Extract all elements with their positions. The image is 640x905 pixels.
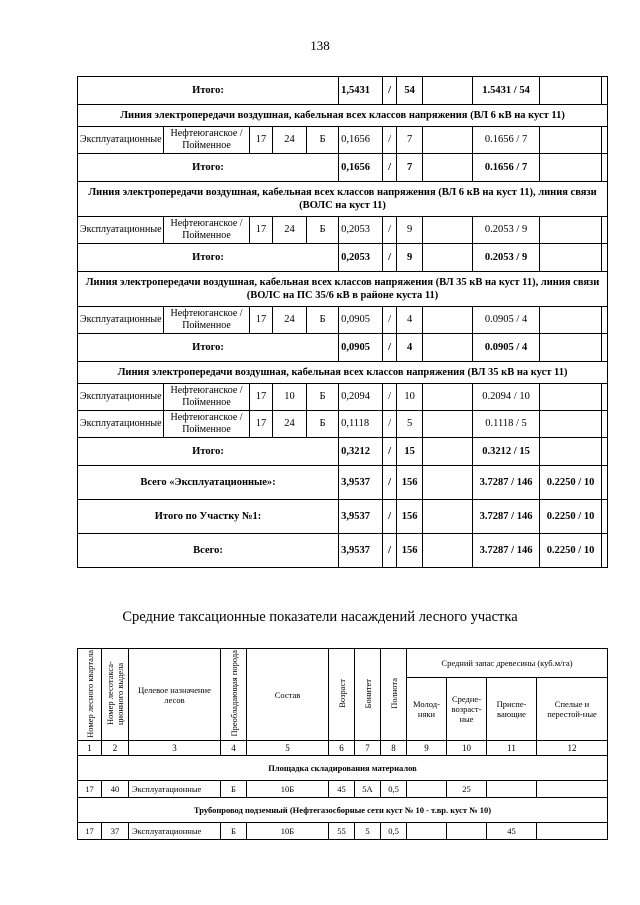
- total-exploitation: 0.1656 / 7: [473, 154, 540, 182]
- vydel-cell: 24: [273, 127, 307, 154]
- total-label: Всего «Эксплуатационные»:: [78, 466, 339, 500]
- total-area: 0,0905: [339, 334, 383, 362]
- data-row: [78, 217, 608, 244]
- purpose-cell: Эксплуатационные: [78, 384, 164, 411]
- data-cell: [537, 781, 608, 798]
- section-row: [78, 272, 608, 307]
- empty-cell: [540, 411, 602, 438]
- empty-cell: [602, 438, 608, 466]
- quarter-cell: 17: [250, 384, 273, 411]
- total-label: Итого:: [78, 77, 339, 105]
- header-stock-group: Средний запас древесины (куб.м/га): [407, 649, 608, 678]
- purpose-cell: Эксплуатационные: [78, 217, 164, 244]
- separator-cell: /: [383, 384, 397, 411]
- header-vydel: Номер лесотакса-ционного выдела: [102, 649, 129, 741]
- data-cell: 17: [78, 823, 102, 840]
- empty-cell: [602, 534, 608, 568]
- empty-cell: [540, 307, 602, 334]
- table-caption: Средние таксационные показатели насаждений лесного участка: [122, 609, 518, 625]
- category-cell: Б: [307, 307, 339, 334]
- exploitation-cell: 0.0905 / 4: [473, 307, 540, 334]
- empty-cell: [540, 127, 602, 154]
- empty-cell: [423, 244, 473, 272]
- forestry-cell: Нефтеюганское / Пойменное: [164, 127, 250, 154]
- section-title: Линия электропередачи воздушная, кабельная всех классов напряжения (ВЛ 35 кВ на куст 11): [78, 362, 608, 384]
- exploitation-cell: 0.1118 / 5: [473, 411, 540, 438]
- empty-cell: [602, 466, 608, 500]
- empty-cell: [423, 307, 473, 334]
- area-cell: 0,2053: [339, 217, 383, 244]
- section-title: Трубопровод подземный (Нефтегазосборные сети куст № 10 - т.вр. куст № 10): [78, 798, 608, 823]
- data-cell: 40: [102, 781, 129, 798]
- total-other: 0.2250 / 10: [540, 500, 602, 534]
- total-row: [78, 500, 608, 534]
- total-row: [78, 438, 608, 466]
- data-cell: 45: [487, 823, 537, 840]
- count-cell: 4: [397, 307, 423, 334]
- empty-cell: [602, 384, 608, 411]
- separator-cell: /: [383, 127, 397, 154]
- total-other: [540, 154, 602, 182]
- forestry-cell: Нефтеюганское / Пойменное: [164, 217, 250, 244]
- header-middle: Средне-возраст-ные: [447, 678, 487, 741]
- exploitation-cell: 0.2053 / 9: [473, 217, 540, 244]
- total-other: 0.2250 / 10: [540, 466, 602, 500]
- total-separator: /: [383, 438, 397, 466]
- total-count: 156: [397, 466, 423, 500]
- forestry-cell: Нефтеюганское / Пойменное: [164, 384, 250, 411]
- total-label: Итого:: [78, 154, 339, 182]
- data-row: [78, 781, 608, 798]
- data-row: [78, 127, 608, 154]
- forest-area-table: [77, 76, 608, 568]
- total-label: Всего:: [78, 534, 339, 568]
- empty-cell: [423, 411, 473, 438]
- empty-cell: [423, 127, 473, 154]
- total-other: [540, 334, 602, 362]
- total-exploitation: 3.7287 / 146: [473, 466, 540, 500]
- total-row: [78, 77, 608, 105]
- data-cell: [407, 781, 447, 798]
- empty-cell: [423, 77, 473, 105]
- total-row: [78, 334, 608, 362]
- total-other: [540, 77, 602, 105]
- header-quarter: Номер лесного квартала: [78, 649, 102, 741]
- column-number: 8: [381, 741, 407, 756]
- data-cell: 10Б: [247, 781, 329, 798]
- empty-cell: [423, 466, 473, 500]
- header-species: Преобладающая порода: [221, 649, 247, 741]
- empty-cell: [423, 500, 473, 534]
- category-cell: Б: [307, 217, 339, 244]
- section-title: Линия электропередачи воздушная, кабельная всех классов напряжения (ВЛ 6 кВ на куст 11): [78, 105, 608, 127]
- category-cell: Б: [307, 127, 339, 154]
- total-row: [78, 466, 608, 500]
- data-cell: Эксплуатационные: [129, 781, 221, 798]
- total-other: [540, 438, 602, 466]
- total-exploitation: 3.7287 / 146: [473, 534, 540, 568]
- total-area: 0,1656: [339, 154, 383, 182]
- total-row: [78, 244, 608, 272]
- total-other: [540, 244, 602, 272]
- separator-cell: /: [383, 411, 397, 438]
- quarter-cell: 17: [250, 217, 273, 244]
- empty-cell: [423, 217, 473, 244]
- column-number: 11: [487, 741, 537, 756]
- total-separator: /: [383, 466, 397, 500]
- total-label: Итого:: [78, 438, 339, 466]
- purpose-cell: Эксплуатационные: [78, 307, 164, 334]
- header-ripening: Приспе-вающие: [487, 678, 537, 741]
- total-exploitation: 3.7287 / 146: [473, 500, 540, 534]
- area-cell: 0,0905: [339, 307, 383, 334]
- total-area: 0,3212: [339, 438, 383, 466]
- section-title: Площадка складирования материалов: [78, 756, 608, 781]
- purpose-cell: Эксплуатационные: [78, 127, 164, 154]
- data-cell: 10Б: [247, 823, 329, 840]
- vydel-cell: 24: [273, 411, 307, 438]
- data-cell: Б: [221, 823, 247, 840]
- data-row: [78, 384, 608, 411]
- exploitation-cell: 0.2094 / 10: [473, 384, 540, 411]
- data-cell: 17: [78, 781, 102, 798]
- count-cell: 5: [397, 411, 423, 438]
- section-title: Линия электропередачи воздушная, кабельная всех классов напряжения (ВЛ 6 кВ на куст 11), линия связи (ВОЛС на куст 11): [78, 182, 608, 217]
- total-area: 1,5431: [339, 77, 383, 105]
- total-area: 3,9537: [339, 534, 383, 568]
- category-cell: Б: [307, 384, 339, 411]
- empty-cell: [602, 77, 608, 105]
- data-cell: Б: [221, 781, 247, 798]
- header-young: Молод-няки: [407, 678, 447, 741]
- total-exploitation: 0.2053 / 9: [473, 244, 540, 272]
- total-other: 0.2250 / 10: [540, 534, 602, 568]
- area-cell: 0,2094: [339, 384, 383, 411]
- empty-cell: [423, 534, 473, 568]
- data-cell: 37: [102, 823, 129, 840]
- empty-cell: [602, 217, 608, 244]
- total-count: 156: [397, 534, 423, 568]
- data-row: [78, 411, 608, 438]
- data-cell: 25: [447, 781, 487, 798]
- data-cell: 55: [329, 823, 355, 840]
- separator-cell: /: [383, 307, 397, 334]
- quarter-cell: 17: [250, 411, 273, 438]
- column-number: 2: [102, 741, 129, 756]
- data-cell: Эксплуатационные: [129, 823, 221, 840]
- total-label: Итого:: [78, 334, 339, 362]
- vydel-cell: 10: [273, 384, 307, 411]
- total-label: Итого по Участку №1:: [78, 500, 339, 534]
- total-separator: /: [383, 500, 397, 534]
- total-exploitation: 0.3212 / 15: [473, 438, 540, 466]
- total-separator: /: [383, 334, 397, 362]
- section-row: [78, 798, 608, 823]
- empty-cell: [423, 438, 473, 466]
- total-exploitation: 1.5431 / 54: [473, 77, 540, 105]
- forestry-cell: Нефтеюганское / Пойменное: [164, 411, 250, 438]
- empty-cell: [602, 500, 608, 534]
- empty-cell: [602, 411, 608, 438]
- data-cell: 5А: [355, 781, 381, 798]
- data-cell: [487, 781, 537, 798]
- column-number: 10: [447, 741, 487, 756]
- total-exploitation: 0.0905 / 4: [473, 334, 540, 362]
- forestry-cell: Нефтеюганское / Пойменное: [164, 307, 250, 334]
- area-cell: 0,1656: [339, 127, 383, 154]
- total-count: 4: [397, 334, 423, 362]
- empty-cell: [540, 217, 602, 244]
- data-cell: 5: [355, 823, 381, 840]
- total-area: 3,9537: [339, 466, 383, 500]
- data-cell: [537, 823, 608, 840]
- header-composition: Состав: [247, 649, 329, 741]
- column-number: 4: [221, 741, 247, 756]
- area-cell: 0,1118: [339, 411, 383, 438]
- data-cell: 0,5: [381, 823, 407, 840]
- column-number: 3: [129, 741, 221, 756]
- header-row: [78, 649, 608, 678]
- column-number: 9: [407, 741, 447, 756]
- quarter-cell: 17: [250, 127, 273, 154]
- data-cell: 0,5: [381, 781, 407, 798]
- header-purpose: Целевое назначение лесов: [129, 649, 221, 741]
- category-cell: Б: [307, 411, 339, 438]
- data-row: [78, 823, 608, 840]
- count-cell: 7: [397, 127, 423, 154]
- column-number: 7: [355, 741, 381, 756]
- total-count: 9: [397, 244, 423, 272]
- column-number: 1: [78, 741, 102, 756]
- section-row: [78, 105, 608, 127]
- total-separator: /: [383, 154, 397, 182]
- column-number: 5: [247, 741, 329, 756]
- data-cell: [407, 823, 447, 840]
- total-label: Итого:: [78, 244, 339, 272]
- column-number-row: [78, 741, 608, 756]
- count-cell: 9: [397, 217, 423, 244]
- section-row: [78, 182, 608, 217]
- total-count: 15: [397, 438, 423, 466]
- exploitation-cell: 0.1656 / 7: [473, 127, 540, 154]
- empty-cell: [423, 334, 473, 362]
- section-row: [78, 756, 608, 781]
- data-cell: [447, 823, 487, 840]
- purpose-cell: Эксплуатационные: [78, 411, 164, 438]
- empty-cell: [423, 384, 473, 411]
- total-count: 7: [397, 154, 423, 182]
- total-separator: /: [383, 534, 397, 568]
- data-cell: 45: [329, 781, 355, 798]
- empty-cell: [602, 154, 608, 182]
- taxation-table: [77, 648, 608, 840]
- header-age: Возраст: [329, 649, 355, 741]
- header-bonitet: Бонитет: [355, 649, 381, 741]
- separator-cell: /: [383, 217, 397, 244]
- empty-cell: [602, 244, 608, 272]
- vydel-cell: 24: [273, 307, 307, 334]
- total-area: 0,2053: [339, 244, 383, 272]
- page-number: 138: [310, 38, 330, 53]
- total-row: [78, 154, 608, 182]
- total-count: 156: [397, 500, 423, 534]
- vydel-cell: 24: [273, 217, 307, 244]
- total-separator: /: [383, 77, 397, 105]
- column-number: 6: [329, 741, 355, 756]
- total-row: [78, 534, 608, 568]
- total-separator: /: [383, 244, 397, 272]
- header-mature: Спелые и перестой-ные: [537, 678, 608, 741]
- total-count: 54: [397, 77, 423, 105]
- empty-cell: [602, 127, 608, 154]
- count-cell: 10: [397, 384, 423, 411]
- section-title: Линия электропередачи воздушная, кабельная всех классов напряжения (ВЛ 35 кВ на куст 11), линия связи (ВОЛС на ПС 35/6 кВ в районе куста 11): [78, 272, 608, 307]
- empty-cell: [540, 384, 602, 411]
- header-density: Полнота: [381, 649, 407, 741]
- empty-cell: [423, 154, 473, 182]
- quarter-cell: 17: [250, 307, 273, 334]
- empty-cell: [602, 334, 608, 362]
- section-row: [78, 362, 608, 384]
- empty-cell: [602, 307, 608, 334]
- total-area: 3,9537: [339, 500, 383, 534]
- data-row: [78, 307, 608, 334]
- column-number: 12: [537, 741, 608, 756]
